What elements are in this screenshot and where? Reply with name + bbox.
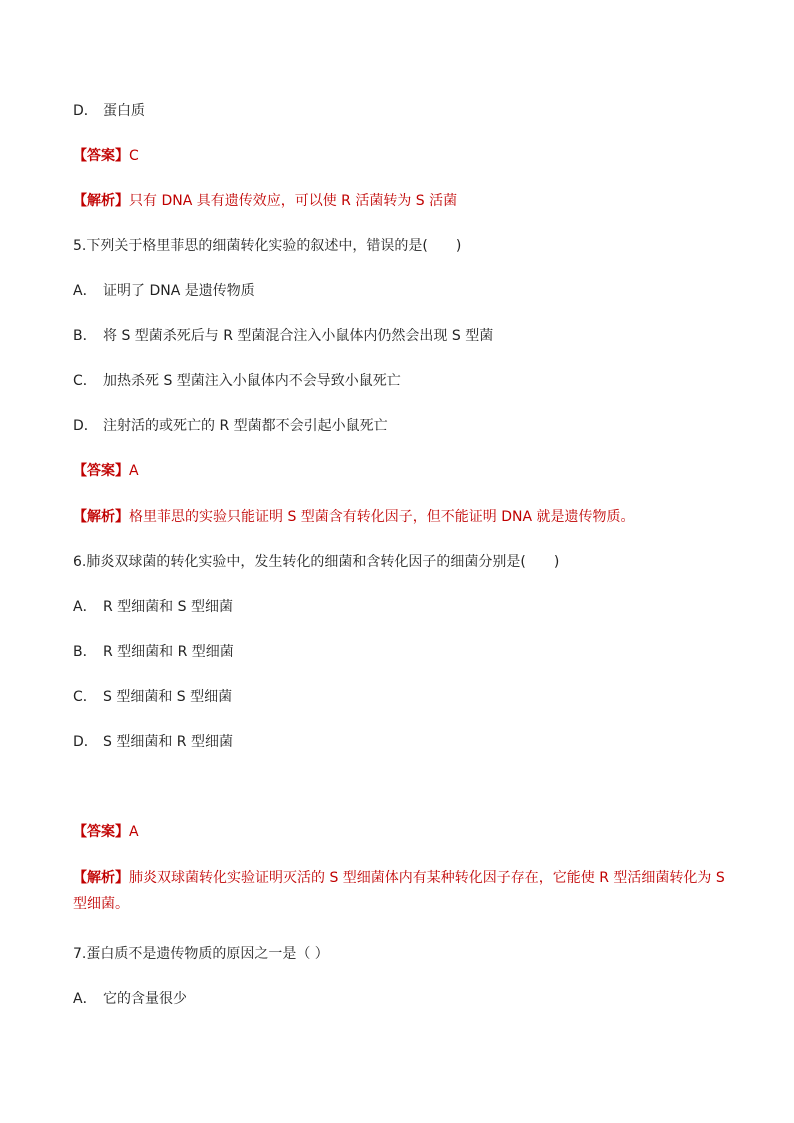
option-text: S 型细菌和 R 型细菌 bbox=[103, 734, 233, 750]
option-text: 将 S 型菌杀死后与 R 型菌混合注入小鼠体内仍然会出现 S 型菌 bbox=[103, 328, 494, 344]
q6-option-b bbox=[73, 642, 234, 662]
q7-stem: 7.蛋白质不是遗传物质的原因之一是（ ） bbox=[73, 946, 329, 962]
q6-option-c bbox=[73, 687, 232, 707]
q5-option-d bbox=[73, 416, 388, 436]
q6-stem: 6.肺炎双球菌的转化实验中，发生转化的细菌和含转化因子的细菌分别是( ) bbox=[73, 554, 560, 570]
answer-value: C bbox=[129, 148, 139, 164]
answer-tag: 【答案】 bbox=[73, 824, 129, 840]
answer-tag: 【答案】 bbox=[73, 463, 129, 479]
option-letter: C． bbox=[73, 373, 97, 389]
option-text: R 型细菌和 S 型细菌 bbox=[103, 599, 233, 615]
answer-value: A bbox=[129, 463, 139, 479]
q5-stem: 5.下列关于格里菲思的细菌转化实验的叙述中，错误的是( ) bbox=[73, 238, 462, 254]
answer-value: A bbox=[129, 824, 139, 840]
explanation-text: 格里菲思的实验只能证明 S 型菌含有转化因子，但不能证明 DNA 就是遗传物质。 bbox=[129, 509, 635, 525]
q5-option-c bbox=[73, 371, 401, 391]
explanation-text: 只有 DNA 具有遗传效应，可以使 R 活菌转为 S 活菌 bbox=[129, 193, 458, 209]
q6-option-d bbox=[73, 732, 233, 752]
option-letter: D． bbox=[73, 103, 98, 119]
answer-tag: 【答案】 bbox=[73, 148, 129, 164]
option-letter: D． bbox=[73, 418, 98, 434]
explanation-text: 肺炎双球菌转化实验证明灭活的 S 型细菌体内有某种转化因子存在，它能使 R 型活细菌转化为 S 型细菌。 bbox=[73, 870, 725, 912]
q5-explanation bbox=[73, 507, 635, 527]
q4-explanation bbox=[73, 191, 457, 211]
option-letter: D． bbox=[73, 734, 98, 750]
option-text: 注射活的或死亡的 R 型菌都不会引起小鼠死亡 bbox=[103, 418, 388, 434]
q5-answer bbox=[73, 461, 139, 481]
option-text: 证明了 DNA 是遗传物质 bbox=[103, 283, 255, 299]
option-letter: A． bbox=[73, 599, 97, 615]
option-text: 蛋白质 bbox=[103, 103, 145, 119]
option-letter: C． bbox=[73, 689, 97, 705]
option-text: 加热杀死 S 型菌注入小鼠体内不会导致小鼠死亡 bbox=[103, 373, 401, 389]
option-letter: B． bbox=[73, 644, 97, 660]
q6-answer bbox=[73, 822, 139, 842]
q5-option-a bbox=[73, 281, 255, 301]
q6-option-a bbox=[73, 597, 233, 617]
explanation-tag: 【解析】 bbox=[73, 870, 129, 886]
explanation-tag: 【解析】 bbox=[73, 509, 129, 525]
option-text: R 型细菌和 R 型细菌 bbox=[103, 644, 234, 660]
option-text: 它的含量很少 bbox=[103, 991, 187, 1007]
option-letter: A． bbox=[73, 991, 97, 1007]
explanation-tag: 【解析】 bbox=[73, 193, 129, 209]
option-letter: A． bbox=[73, 283, 97, 299]
q7-option-a bbox=[73, 989, 187, 1009]
q5-option-b bbox=[73, 326, 493, 346]
q4-answer bbox=[73, 146, 139, 166]
option-letter: B． bbox=[73, 328, 97, 344]
q6-explanation bbox=[73, 865, 725, 917]
q4-option-d bbox=[73, 101, 145, 121]
option-text: S 型细菌和 S 型细菌 bbox=[103, 689, 233, 705]
